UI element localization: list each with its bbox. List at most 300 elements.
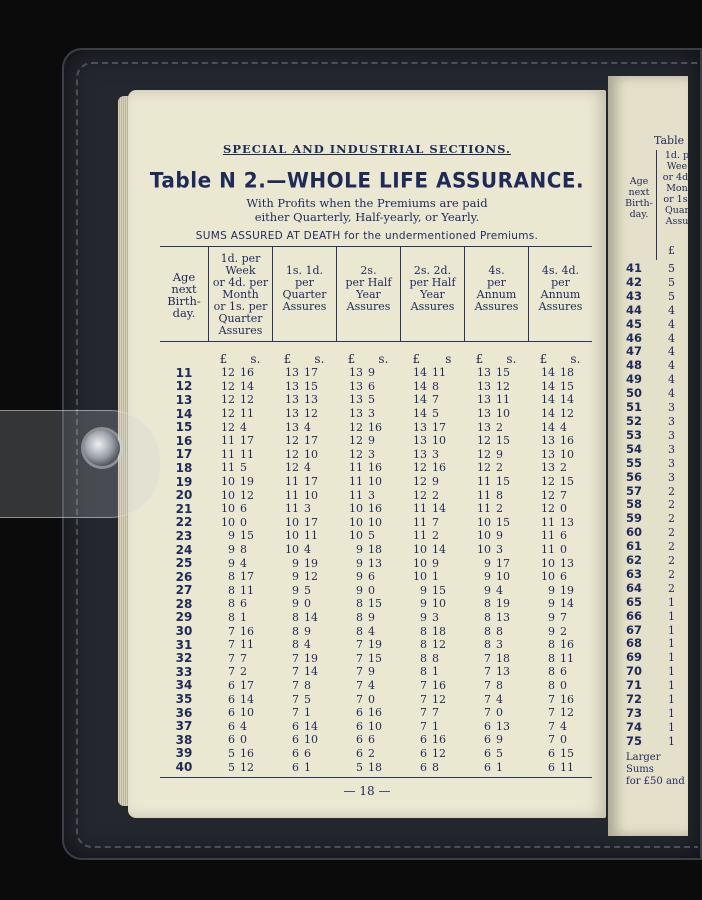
pounds-value: 6 [420, 760, 427, 774]
shillings-value: 4 [304, 543, 311, 557]
pounds-value: 13 [477, 420, 491, 434]
value-cell [336, 625, 400, 638]
next-page-age: 61 [626, 539, 643, 554]
shillings-value: 16 [240, 746, 254, 760]
age-cell: 20 [175, 488, 193, 503]
value-cell [208, 407, 272, 420]
pounds-value: 8 [548, 678, 555, 692]
value-cell [272, 625, 336, 638]
pounds-value: 10 [221, 515, 235, 529]
pounds-value: 12 [477, 447, 491, 461]
pounds-value: 10 [541, 556, 555, 570]
pounds-value: 9 [356, 583, 363, 597]
value-cell [464, 380, 528, 393]
snap-button-icon[interactable] [84, 430, 120, 466]
value-cell [336, 434, 400, 447]
shillings-value: 15 [240, 529, 254, 543]
value-cell [208, 393, 272, 406]
unit-label: £ s. [475, 352, 517, 366]
pounds-value: 6 [228, 706, 235, 720]
shillings-value: 18 [368, 760, 382, 774]
value-cell [464, 584, 528, 597]
next-page-pound: 3 [668, 401, 675, 415]
pounds-value: 7 [292, 651, 299, 665]
shillings-value: 12 [304, 570, 318, 584]
pounds-value: 9 [420, 610, 427, 624]
pounds-value: 13 [541, 434, 555, 448]
next-page-pound: 1 [668, 665, 675, 679]
shillings-value: 14 [304, 719, 318, 733]
value-cell [400, 570, 464, 583]
pounds-value: 6 [292, 760, 299, 774]
shillings-value: 17 [240, 570, 254, 584]
value-cell [272, 461, 336, 474]
pounds-value: 14 [541, 366, 555, 380]
shillings-value: 14 [304, 665, 318, 679]
next-page-age-header: Age next Birth- day. [625, 176, 653, 220]
pounds-value: 11 [541, 529, 555, 543]
next-page-pound: 3 [668, 456, 675, 470]
pounds-value: 6 [228, 733, 235, 747]
next-page-pound: 1 [668, 707, 675, 720]
value-cell [336, 421, 400, 434]
value-cell [528, 693, 592, 706]
shillings-value: 19 [496, 597, 510, 611]
pounds-value: 9 [420, 597, 427, 611]
value-cell [208, 434, 272, 447]
pounds-value: 13 [541, 447, 555, 461]
pounds-value: 13 [285, 379, 299, 393]
shillings-value: 12 [432, 638, 446, 652]
pounds-value: 14 [541, 420, 555, 434]
shillings-value: 6 [560, 570, 567, 584]
pounds-value: 14 [413, 379, 427, 393]
table-body [160, 366, 592, 774]
value-cell [464, 706, 528, 719]
table-row [160, 638, 592, 652]
shillings-value: 16 [368, 420, 382, 434]
value-cell [336, 761, 400, 774]
value-cell [400, 597, 464, 610]
value-cell [336, 652, 400, 665]
pounds-value: 13 [285, 407, 299, 421]
shillings-value: 18 [432, 624, 446, 638]
pounds-value: 8 [548, 651, 555, 665]
value-cell [208, 380, 272, 393]
shillings-value: 10 [496, 407, 510, 421]
bottom-rule [160, 777, 592, 778]
pounds-value: 12 [349, 447, 363, 461]
shillings-value: 9 [496, 733, 503, 747]
pounds-value: 9 [292, 570, 299, 584]
value-cell [208, 597, 272, 610]
pounds-value: 14 [413, 407, 427, 421]
shillings-value: 15 [432, 583, 446, 597]
age-cell: 29 [175, 610, 193, 625]
unit-label: £ s. [347, 352, 389, 366]
value-cell [208, 693, 272, 706]
shillings-value: 14 [432, 543, 446, 557]
value-cell [400, 543, 464, 556]
column-header-6: 4s. 4d. per Annum Assures [528, 247, 592, 341]
pounds-value: 8 [356, 610, 363, 624]
value-cell [272, 611, 336, 624]
age-cell: 19 [175, 474, 193, 489]
value-cell [336, 489, 400, 502]
shillings-value: 19 [304, 651, 318, 665]
value-cell [272, 679, 336, 692]
value-cell [208, 638, 272, 651]
value-cell [464, 693, 528, 706]
shillings-value: 13 [496, 665, 510, 679]
value-cell [336, 611, 400, 624]
value-cell [528, 597, 592, 610]
shillings-value: 9 [368, 434, 375, 448]
shillings-value: 5 [304, 583, 311, 597]
pounds-value: 7 [484, 665, 491, 679]
pounds-value: 12 [221, 366, 235, 380]
table-header-row [160, 247, 592, 342]
pounds-value: 10 [349, 529, 363, 543]
shillings-value: 17 [432, 420, 446, 434]
value-cell [400, 693, 464, 706]
shillings-value: 15 [496, 515, 510, 529]
next-page-pound: 5 [668, 289, 675, 303]
shillings-value: 4 [560, 420, 567, 434]
table-row [160, 448, 592, 462]
pounds-value: 7 [228, 624, 235, 638]
value-cell [272, 733, 336, 746]
pounds-value: 14 [413, 393, 427, 407]
shillings-value: 10 [432, 434, 446, 448]
pounds-value: 13 [413, 420, 427, 434]
age-cell: 16 [175, 433, 193, 448]
pounds-value: 7 [356, 651, 363, 665]
value-cell [272, 529, 336, 542]
age-cell: 35 [175, 692, 193, 707]
shillings-value: 0 [496, 706, 503, 720]
units-row [160, 342, 592, 366]
pounds-value: 7 [228, 638, 235, 652]
shillings-value: 2 [240, 665, 247, 679]
value-cell [464, 529, 528, 542]
pounds-value: 12 [541, 488, 555, 502]
pounds-value: 6 [356, 719, 363, 733]
value-cell [208, 529, 272, 542]
value-cell [400, 448, 464, 461]
next-page-age: 73 [626, 706, 643, 720]
age-cell: 39 [175, 746, 193, 761]
table-row [160, 461, 592, 475]
shillings-value: 6 [560, 665, 567, 679]
value-cell [528, 407, 592, 420]
shillings-value: 12 [240, 760, 254, 774]
table-row [160, 407, 592, 421]
pounds-value: 10 [285, 515, 299, 529]
value-cell [528, 380, 592, 393]
pounds-value: 10 [477, 529, 491, 543]
pounds-value: 7 [356, 638, 363, 652]
column-header-5: 4s. per Annum Assures [464, 247, 528, 341]
value-cell [400, 706, 464, 719]
pounds-value: 11 [285, 488, 299, 502]
shillings-value: 6 [368, 379, 375, 393]
value-cell [464, 516, 528, 529]
pounds-value: 13 [349, 407, 363, 421]
pounds-value: 10 [477, 515, 491, 529]
value-cell [208, 489, 272, 502]
next-page-age: 50 [626, 386, 643, 401]
value-cell [272, 597, 336, 610]
shillings-value: 15 [560, 379, 574, 393]
age-cell: 31 [175, 637, 193, 652]
shillings-value: 0 [240, 733, 247, 747]
table-row [160, 611, 592, 625]
shillings-value: 10 [304, 733, 318, 747]
pounds-value: 7 [356, 665, 363, 679]
pounds-value: 7 [356, 678, 363, 692]
next-page-pound: 3 [668, 414, 675, 428]
next-page-age: 70 [626, 664, 643, 679]
next-page-pound: 4 [668, 331, 675, 345]
table-row [160, 624, 592, 638]
value-cell [208, 611, 272, 624]
next-page-pound: 5 [668, 262, 675, 275]
value-cell [336, 516, 400, 529]
shillings-value: 6 [240, 502, 247, 516]
shillings-value: 8 [240, 543, 247, 557]
table-row [160, 665, 592, 679]
value-cell [272, 434, 336, 447]
age-cell: 21 [175, 501, 193, 516]
pounds-value: 8 [292, 624, 299, 638]
table-row [160, 516, 592, 530]
age-cell: 12 [175, 379, 193, 394]
shillings-value: 15 [368, 651, 382, 665]
shillings-value: 9 [496, 447, 503, 461]
value-cell [464, 747, 528, 760]
shillings-value: 0 [560, 502, 567, 516]
shillings-value: 9 [368, 610, 375, 624]
shillings-value: 19 [560, 583, 574, 597]
table-row [160, 692, 592, 706]
age-cell: 11 [175, 365, 193, 380]
value-cell [400, 638, 464, 651]
shillings-value: 18 [560, 366, 574, 380]
next-page-pound: 2 [668, 484, 675, 498]
shillings-value: 7 [240, 651, 247, 665]
subtitle-line-2: either Quarterly, Half-yearly, or Yearly. [254, 210, 480, 224]
pounds-value: 10 [221, 475, 235, 489]
shillings-value: 8 [496, 624, 503, 638]
value-cell [400, 489, 464, 502]
shillings-value: 15 [496, 366, 510, 380]
table-row [160, 475, 592, 489]
pounds-value: 6 [228, 678, 235, 692]
value-cell [272, 665, 336, 678]
table-row [160, 584, 592, 598]
shillings-value: 3 [368, 407, 375, 421]
shillings-value: 15 [560, 746, 574, 760]
next-page-pound: 2 [668, 581, 675, 595]
pounds-value: 7 [228, 651, 235, 665]
value-cell [464, 543, 528, 556]
wallet-strap[interactable] [0, 410, 160, 518]
pounds-value: 8 [420, 624, 427, 638]
pounds-value: 10 [285, 529, 299, 543]
table-row [160, 747, 592, 761]
next-page-age: 53 [626, 427, 643, 442]
value-cell [400, 584, 464, 597]
value-cell [464, 761, 528, 774]
value-cell [400, 475, 464, 488]
shillings-value: 3 [368, 488, 375, 502]
pounds-value: 13 [413, 447, 427, 461]
value-cell [208, 733, 272, 746]
shillings-value: 10 [240, 706, 254, 720]
shillings-value: 4 [240, 719, 247, 733]
next-page-age: 54 [626, 441, 643, 456]
pounds-value: 9 [292, 597, 299, 611]
value-cell [208, 502, 272, 515]
pounds-value: 6 [356, 746, 363, 760]
pounds-value: 12 [221, 407, 235, 421]
value-cell [528, 366, 592, 379]
pounds-value: 8 [420, 651, 427, 665]
value-cell [272, 366, 336, 379]
pounds-value: 8 [548, 638, 555, 652]
shillings-value: 16 [240, 366, 254, 380]
pounds-value: 9 [548, 624, 555, 638]
value-cell [336, 557, 400, 570]
shillings-value: 16 [432, 678, 446, 692]
next-page-pound: 4 [668, 373, 675, 387]
shillings-value: 6 [560, 529, 567, 543]
shillings-value: 3 [496, 638, 503, 652]
shillings-value: 16 [240, 624, 254, 638]
pounds-value: 6 [356, 733, 363, 747]
table-row [160, 488, 592, 502]
shillings-value: 19 [304, 556, 318, 570]
pounds-value: 8 [484, 610, 491, 624]
value-cell [208, 584, 272, 597]
shillings-value: 17 [240, 678, 254, 692]
shillings-value: 2 [496, 502, 503, 516]
value-cell [528, 638, 592, 651]
value-cell [528, 421, 592, 434]
pounds-value: 7 [420, 719, 427, 733]
value-cell [272, 448, 336, 461]
value-cell [400, 761, 464, 774]
shillings-value: 0 [560, 678, 567, 692]
pounds-value: 11 [413, 529, 427, 543]
value-cell [336, 706, 400, 719]
value-cell [272, 652, 336, 665]
shillings-value: 9 [496, 529, 503, 543]
pounds-value: 9 [356, 543, 363, 557]
shillings-value: 15 [496, 434, 510, 448]
shillings-value: 12 [304, 407, 318, 421]
value-cell [208, 557, 272, 570]
pounds-value: 8 [228, 583, 235, 597]
shillings-value: 16 [432, 733, 446, 747]
pounds-value: 8 [484, 597, 491, 611]
pounds-value: 11 [477, 502, 491, 516]
next-page-pound: 1 [668, 693, 675, 707]
value-cell [464, 475, 528, 488]
pounds-value: 11 [285, 502, 299, 516]
next-page-pound: 2 [668, 526, 675, 540]
premium-table [160, 246, 592, 778]
value-cell [208, 747, 272, 760]
pounds-value: 9 [548, 610, 555, 624]
age-cell: 23 [175, 528, 193, 543]
value-cell [336, 366, 400, 379]
shillings-value: 0 [304, 597, 311, 611]
shillings-value: 0 [368, 692, 375, 706]
next-page-pound: 5 [668, 275, 675, 289]
pounds-value: 13 [541, 461, 555, 475]
shillings-value: 16 [368, 706, 382, 720]
pounds-value: 8 [228, 570, 235, 584]
shillings-value: 4 [496, 692, 503, 706]
pounds-value: 11 [221, 447, 235, 461]
value-cell [272, 584, 336, 597]
value-cell [400, 393, 464, 406]
value-cell [272, 516, 336, 529]
pounds-value: 8 [356, 624, 363, 638]
table-row [160, 380, 592, 394]
age-cell: 37 [175, 719, 193, 734]
next-page-pound: 1 [668, 679, 675, 693]
shillings-value: 5 [304, 692, 311, 706]
shillings-value: 8 [432, 379, 439, 393]
pounds-value: 11 [285, 475, 299, 489]
pounds-value: 13 [413, 434, 427, 448]
shillings-value: 9 [368, 366, 375, 380]
shillings-value: 17 [304, 366, 318, 380]
shillings-value: 9 [304, 624, 311, 638]
pounds-value: 12 [349, 420, 363, 434]
shillings-value: 11 [432, 366, 446, 380]
pounds-value: 9 [228, 529, 235, 543]
pounds-value: 11 [477, 475, 491, 489]
pounds-value: 9 [292, 583, 299, 597]
value-cell [528, 529, 592, 542]
value-cell [272, 706, 336, 719]
pounds-value: 6 [484, 760, 491, 774]
value-cell [336, 679, 400, 692]
age-cell: 13 [175, 392, 193, 407]
shillings-value: 17 [496, 556, 510, 570]
value-cell [400, 407, 464, 420]
age-cell: 33 [175, 664, 193, 679]
shillings-value: 16 [432, 461, 446, 475]
shillings-value: 2 [432, 488, 439, 502]
shillings-value: 5 [432, 407, 439, 421]
table-row [160, 570, 592, 584]
next-page-pound: 1 [668, 637, 675, 651]
value-cell [208, 516, 272, 529]
pounds-value: 13 [477, 407, 491, 421]
pounds-value: 9 [548, 597, 555, 611]
shillings-value: 10 [304, 447, 318, 461]
pounds-value: 7 [356, 692, 363, 706]
column-header-1: 1d. per Week or 4d. per Month or 1s. per Quarter Assures [208, 247, 272, 341]
pounds-value: 6 [292, 719, 299, 733]
next-page-pound: 1 [668, 609, 675, 623]
value-cell [400, 611, 464, 624]
